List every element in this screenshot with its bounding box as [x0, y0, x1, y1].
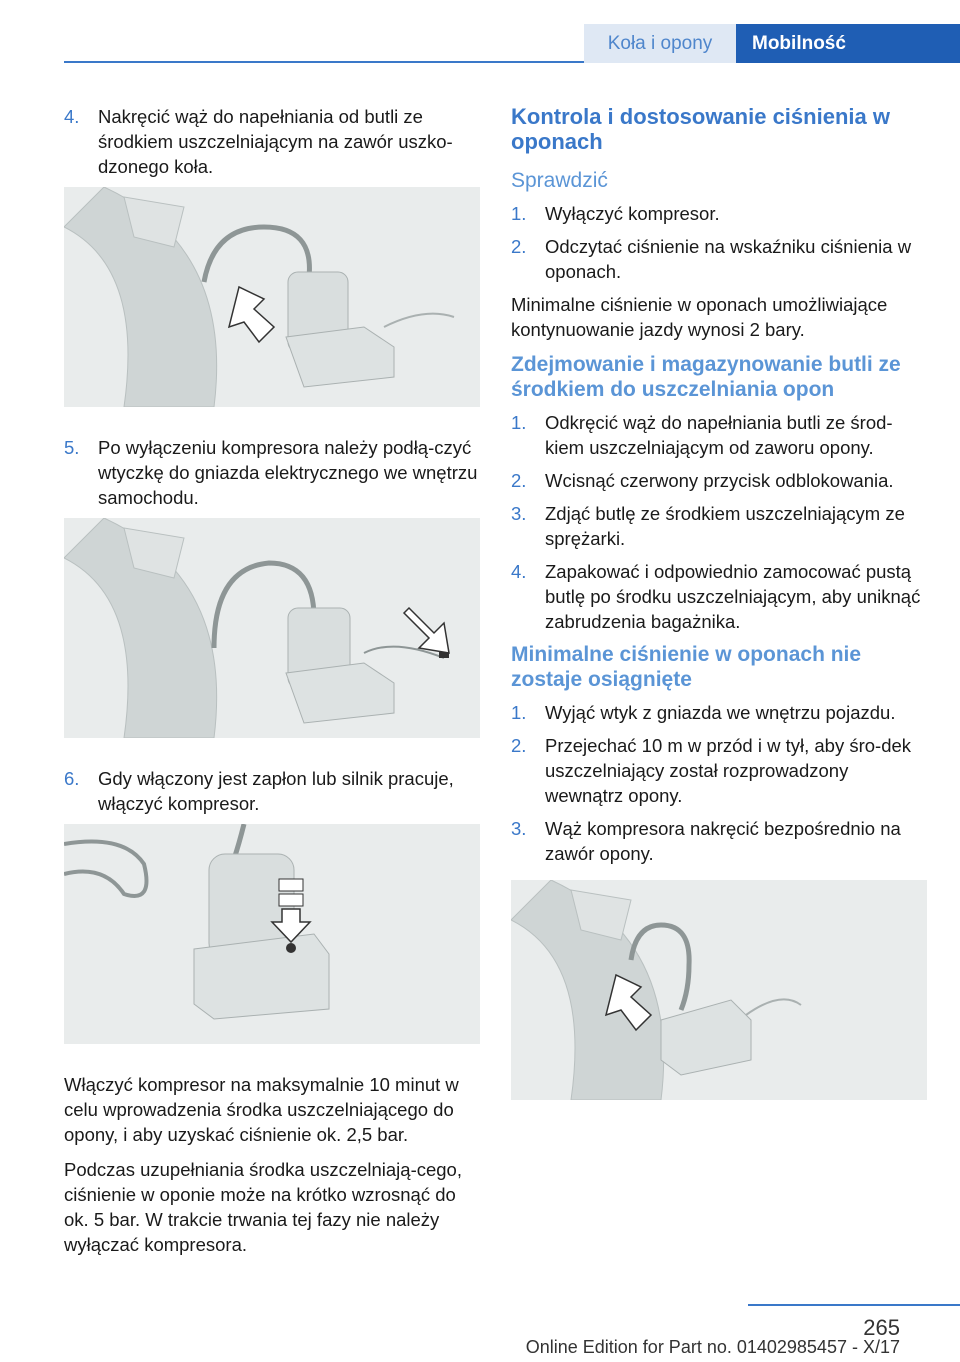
step-5: 5. Po wyłączeniu kompresora należy podłą-czyć wtyczkę do gniazda elektrycznego we wnętrzu samochodu.: [64, 437, 478, 508]
remove-step: 1. Odkręcić wąż do napełniania butli ze środ-kiem uszczelniającym od zaworu opony.: [511, 412, 893, 458]
page-number: 265: [863, 1315, 900, 1340]
paragraph-run-compressor: Włączyć kompresor na maksymalnie 10 minut w celu wprowadzenia środka uszczelniającego do opony, i aby uzyskać ciśnienie ok. 2,5 bar.: [64, 1074, 459, 1145]
chapter-tab[interactable]: Mobilność: [736, 24, 960, 63]
paragraph-pressure-peak: Podczas uzupełniania środka uszczelniają-cego, ciśnienie w oponie może na krótko wzrosnąć do ok. 5 bar. W trakcie trwania tej fazy nie należy wyłączać kompresora.: [64, 1159, 462, 1255]
remove-step: 4. Zapakować i odpowiednio zamocować pustą butlę po środku uszczelniającym, aby uniknąć zabrudzenia bagażnika.: [511, 561, 921, 632]
min-pressure-note: Minimalne ciśnienie w oponach umożliwiające kontynuowanie jazdy wynosi 2 bary.: [511, 294, 888, 340]
subheading-low-pressure: Minimalne ciśnienie w oponach nie zostaje osiągnięte: [511, 643, 862, 691]
check-step: 2. Odczytać ciśnienie na wskaźniku ciśnienia w oponach.: [511, 236, 912, 282]
edition-note: Online Edition for Part no. 01402985457 - X/17: [525, 1337, 900, 1357]
low-pressure-step: 1. Wyjąć wtyk z gniazda we wnętrzu pojazdu.: [511, 702, 896, 723]
subheading-check: Sprawdzić: [511, 169, 608, 192]
illustration-hose-to-valve: [64, 187, 480, 407]
remove-step: 3. Zdjąć butlę ze środkiem uszczelniającym ze sprężarki.: [511, 503, 905, 549]
step-6: 6. Gdy włączony jest zapłon lub silnik pracuje, włączyć kompresor.: [64, 768, 454, 814]
right-column: [511, 104, 928, 1128]
illustration-direct-valve: [511, 880, 927, 1100]
illustration-plug-in: [64, 518, 480, 738]
remove-step: 2. Wcisnąć czerwony przycisk odblokowania.: [511, 470, 894, 491]
low-pressure-step: 2. Przejechać 10 m w przód i w tył, aby śro-dek uszczelniający został rozprowadzony wewnątrz opony.: [511, 735, 912, 806]
section-tab[interactable]: Koła i opony: [584, 24, 736, 63]
illustration-power-button: [64, 824, 480, 1044]
low-pressure-step: 3. Wąż kompresora nakręcić bezpośrednio na zawór opony.: [511, 818, 901, 864]
footer-rule: [748, 1304, 960, 1306]
left-column: [64, 104, 480, 1267]
step-4: 4. Nakręcić wąż do napełniania od butli ze środkiem uszczelniającym na zawór uszko-dzonego koła.: [64, 106, 453, 177]
check-step: 1. Wyłączyć kompresor.: [511, 203, 720, 224]
subheading-remove-bottle: Zdejmowanie i magazynowanie butli ze środkiem do uszczelniania opon: [511, 353, 901, 401]
section-title: Kontrola i dostosowanie ciśnienia w oponach: [511, 104, 890, 154]
